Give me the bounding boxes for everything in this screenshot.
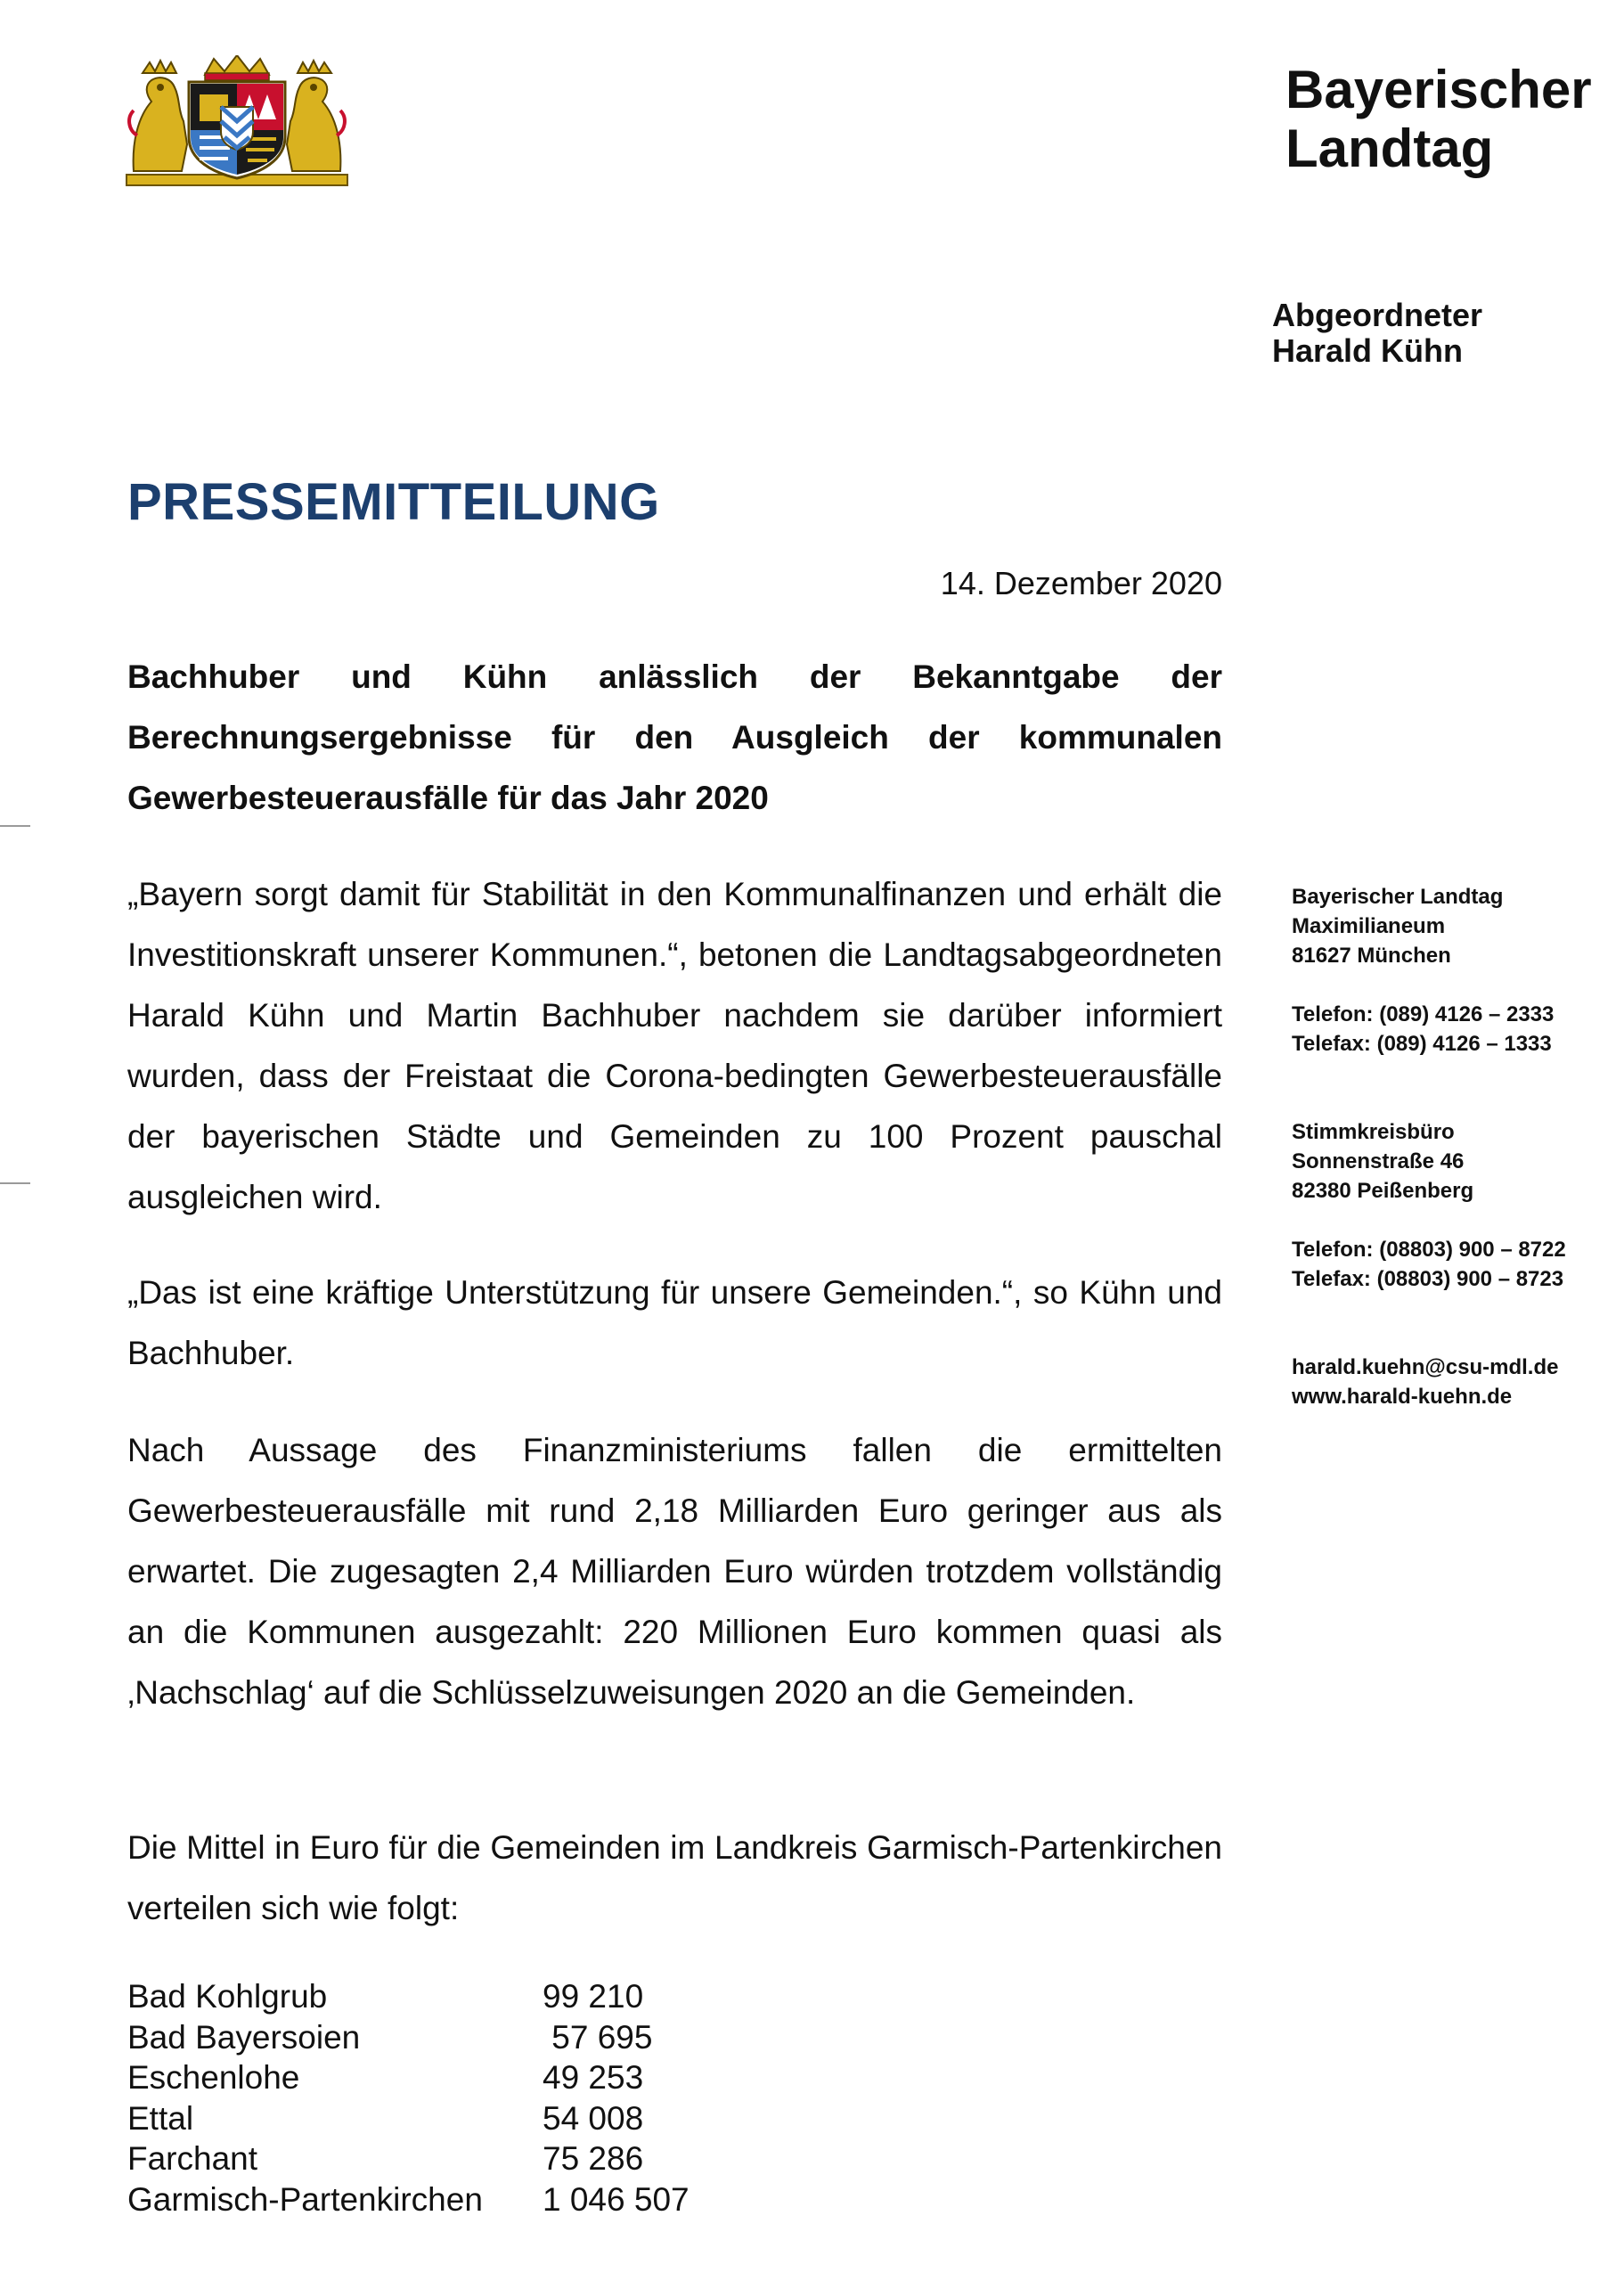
landtag-phone: Telefon: (089) 4126 – 2333 — [1292, 1002, 1555, 1026]
landtag-address-line: Maximilianeum — [1292, 914, 1446, 938]
paragraph-2: „Das ist eine kräftige Unterstützung für unsere Gemeinden.“, so Kühn und Bachhuber. — [127, 1274, 1222, 1371]
table-row — [127, 1976, 751, 2017]
municipality-name: Bad Kohlgrub — [127, 1978, 328, 2015]
municipality-amount: 99 210 — [543, 1978, 644, 2015]
fold-mark — [0, 825, 30, 827]
contact-sidebar — [1292, 882, 1595, 1411]
municipality-name: Eschenlohe — [127, 2059, 300, 2096]
coat-of-arms-logo — [125, 55, 349, 189]
office-fax: Telefax: (08803) 900 – 8723 — [1292, 1267, 1564, 1291]
paragraph-4: Die Mittel in Euro für die Gemeinden im Landkreis Garmisch-Partenkirchen verteilen sich wie folgt: — [127, 1829, 1222, 1926]
mp-name: Harald Kühn — [1272, 332, 1464, 369]
municipality-amount: 54 008 — [543, 2099, 644, 2137]
mp-title: Abgeordneter — [1272, 297, 1483, 333]
municipality-amount: 75 286 — [543, 2140, 644, 2177]
office-address-line: Sonnenstraße 46 — [1292, 1149, 1465, 1173]
website-link[interactable]: www.harald-kuehn.de — [1292, 1385, 1513, 1409]
office-address-line: Stimmkreisbüro — [1292, 1120, 1455, 1144]
municipality-name: Farchant — [127, 2140, 258, 2177]
table-row — [127, 2057, 751, 2098]
paragraph-3: Nach Aussage des Finanzministeriums fallen die ermittelten Gewerbesteuerausfälle mit rund 2,18 Milliarden Euro geringer aus als erwartet. Die zugesagten 2,4 Milliarden Euro würden trotzdem vollständig an die Kommunen ausgezahlt: 220 Millionen Euro kommen quasi als ‚Nachschlag‘ auf die Schlüsselzuweisungen 2020 an die Gemeinden. — [127, 1432, 1222, 1711]
municipality-amount: 1 046 507 — [543, 2180, 690, 2218]
fold-mark — [0, 1182, 30, 1184]
member-of-parliament — [1272, 298, 1482, 369]
municipality-amount: 57 695 — [543, 2018, 653, 2056]
page-title: PRESSEMITTEILUNG — [127, 473, 660, 531]
table-row — [127, 2179, 751, 2220]
municipality-name: Garmisch-Partenkirchen — [127, 2180, 483, 2218]
table-row — [127, 2098, 751, 2139]
landtag-address-line: 81627 München — [1292, 944, 1451, 968]
office-address-line: 82380 Peißenberg — [1292, 1179, 1474, 1203]
institution-line-2: Landtag — [1285, 119, 1494, 178]
landtag-address-line: Bayerischer Landtag — [1292, 885, 1504, 909]
table-row — [127, 2138, 751, 2179]
table-row — [127, 2017, 751, 2058]
institution-name — [1285, 61, 1592, 178]
headline: Bachhuber und Kühn anlässlich der Bekanntgabe der Berechnungsergebnisse für den Ausgleich der kommunalen Gewerbesteuerausfälle für das Jahr 2020 — [127, 658, 1222, 816]
institution-line-1: Bayerischer — [1285, 60, 1592, 119]
municipality-table — [127, 1976, 751, 2220]
municipality-amount: 49 253 — [543, 2059, 644, 2096]
document-date: 14. Dezember 2020 — [940, 565, 1222, 601]
paragraph-1: „Bayern sorgt damit für Stabilität in den Kommunalfinanzen und erhält die Investitionskraft unserer Kommunen.“, betonen die Landtagsabgeordneten Harald Kühn und Martin Bachhuber nachdem sie darüber informiert wurden, dass der Freistaat die Corona-bedingten Gewerbesteuerausfälle der bayerischen Städte und Gemeinden zu 100 Prozent pauschal ausgleichen wird. — [127, 876, 1222, 1215]
municipality-name: Bad Bayersoien — [127, 2018, 361, 2056]
office-phone: Telefon: (08803) 900 – 8722 — [1292, 1238, 1566, 1262]
municipality-name: Ettal — [127, 2099, 194, 2137]
email-link[interactable]: harald.kuehn@csu-mdl.de — [1292, 1355, 1559, 1379]
landtag-fax: Telefax: (089) 4126 – 1333 — [1292, 1032, 1552, 1056]
